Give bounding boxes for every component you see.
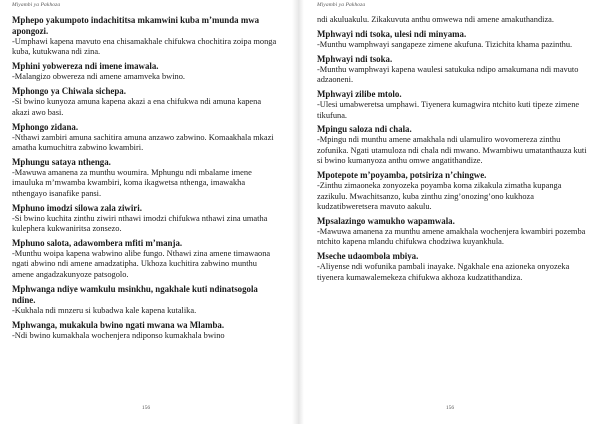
proverb-headword: Mphongo zidana.	[12, 121, 79, 132]
proverb-entry	[12, 157, 280, 199]
proverb-meaning: -Munthu woipa kapena wabwino alibe fungo. Nthawi zina amene timawaona ngati abwino ndi amene amadzatipha. Ukhoza kuchitira zabwino munthu amene angadzakunyoze patsogolo.	[12, 248, 271, 279]
proverb-meaning: -Mpingu ndi munthu amene amakhala ndi ulamuliro wovomereza zinthu zofunika. Ngati utamuloza ndi chala ndi mwano. Mwambiwu umatanthauza kuti si bwino kumanyoza anthu omwe angatithandize.	[317, 135, 587, 166]
proverb-entry	[317, 54, 589, 86]
proverb-meaning: ndi akuluakulu. Zikakuvuta anthu omwewa ndi amene amakuthandiza.	[317, 15, 554, 24]
running-head: Miyambi ya Pakhoza	[12, 2, 61, 8]
proverb-entry	[317, 170, 589, 212]
proverb-meaning: -Si bwino kuchita zinthu ziwiri nthawi imodzi chifukwa nthawi zina umatha kulephera kukwaniritsa zonsezo.	[12, 213, 268, 233]
proverb-meaning: -Mawuwa amanena za munthu woumira. Mphungu ndi mbalame imene imauluka m’mwamba kwambiri, koma ikagwetsa nthenga, imawakha nthengayo isanafike pansi.	[12, 167, 252, 198]
proverb-meaning: -Munthu wamphwayi kapena waulesi satukuka ndipo amakumana ndi mavuto adzaoneni.	[317, 64, 579, 85]
proverb-headword: Mphungu sataya nthenga.	[12, 156, 111, 167]
proverb-meaning: -Munthu wamphwayi sangapeze zimene akufuna. Tizichita khama pazinthu.	[317, 39, 573, 49]
page-number: 156	[445, 405, 455, 411]
proverb-entry	[317, 251, 589, 283]
proverb-entry	[12, 320, 280, 341]
proverb-meaning: -Ndi bwino kumakhala wochenjera ndiponso kumakhala bwino	[12, 330, 225, 340]
proverb-entry	[12, 284, 280, 316]
running-head: Miyambi ya Pakhoza	[317, 2, 366, 8]
proverb-entry	[317, 29, 589, 50]
right-page	[304, 0, 596, 424]
proverb-meaning: -Zinthu zimaoneka zonyozeka poyamba koma zikakula zimatha kupanga zazikulu. Mwachitsanzo, kuba zinthu zing’onozing’ono kukhoza kudzatibweretsera mavuto aakulu.	[317, 181, 562, 211]
proverb-headword: Mseche udaombola mbiya.	[317, 251, 419, 262]
proverb-meaning: -Malangizo obwereza ndi amene amamveka bwino.	[12, 72, 186, 82]
proverb-entry	[12, 86, 280, 118]
proverb-headword: Mphwayi ndi tsoka.	[317, 53, 393, 64]
proverb-meaning: -Nthawi zambiri amuna sachitira amuna anzawo zabwino. Komaakhala mkazi amatha kumuchitra zabwino kwambiri.	[12, 132, 274, 152]
proverb-meaning: -Umphawi kapena mavuto ena chisamakhale chifukwa chochitira zoipa monga kuba, kutukwana ndi zina.	[12, 37, 277, 57]
proverb-entry-continued	[317, 15, 589, 25]
proverb-meaning: -Mawuwa amanena za munthu amene amakhala wochenjera kwambiri pozemba ntchito kapena mlandu chifukwa chodziwa kuyankhula.	[317, 226, 586, 247]
proverb-headword: Mpotepote m’poyamba, potsiriza n’chingwe.	[317, 170, 487, 181]
page-content	[12, 15, 280, 344]
proverb-headword: Mphwanga, mukakula bwino ngati mwana wa Mlamba.	[12, 319, 225, 330]
proverb-entry	[317, 89, 589, 121]
proverb-headword: Mphuno imodzi silowa zala ziwiri.	[12, 202, 142, 213]
proverb-headword: Mphwanga ndiye wamkulu msinkhu, ngakhale kuti ndinatsogola ndine.	[12, 283, 258, 305]
proverb-entry	[12, 203, 280, 235]
proverb-meaning: -Si bwino kunyoza amuna kapena akazi a ena chifukwa ndi amuna kapena akazi awo basi.	[12, 97, 262, 117]
proverb-headword: Mphini yobwereza ndi imene imawala.	[12, 61, 159, 72]
proverb-headword: Mpingu saloza ndi chala.	[317, 124, 412, 135]
proverb-entry	[12, 61, 280, 82]
page-number: 156	[141, 405, 151, 411]
proverb-headword: Mphepo yakumpoto indachititsa mkamwini kuba m’munda mwa apongozi.	[12, 15, 260, 36]
proverb-entry	[12, 238, 280, 280]
proverb-headword: Mphwayi ndi tsoka, ulesi ndi minyama.	[317, 28, 467, 39]
proverb-headword: Mphwayi zilibe mtolo.	[317, 89, 402, 100]
left-page	[0, 0, 292, 424]
proverb-entry	[317, 216, 589, 248]
proverb-entry	[12, 122, 280, 154]
proverb-meaning: -Ulesi umabweretsa umphawi. Tiyenera kumagwira ntchito kuti tipeze zimene tikufuna.	[317, 100, 580, 120]
page-content	[317, 15, 589, 287]
proverb-headword: Mphuno salota, adawombera mfiti m’manja.	[12, 237, 183, 248]
proverb-meaning: -Kukhala ndi mnzeru si kubadwa kale kapena kutalika.	[12, 305, 197, 315]
proverb-meaning: -Aliyense ndi wofunika pambali inayake. Ngakhale ena azioneka onyozeka tiyenera kumawalemekeza chifukwa akhoza kudzatithandiza.	[317, 262, 570, 282]
proverb-entry	[317, 124, 589, 166]
proverb-headword: Mpsalazingo wamukho wapamwala.	[317, 215, 455, 226]
proverb-headword: Mphongo ya Chiwala sichepa.	[12, 86, 126, 97]
book-gutter	[292, 0, 304, 424]
proverb-entry	[12, 15, 280, 58]
